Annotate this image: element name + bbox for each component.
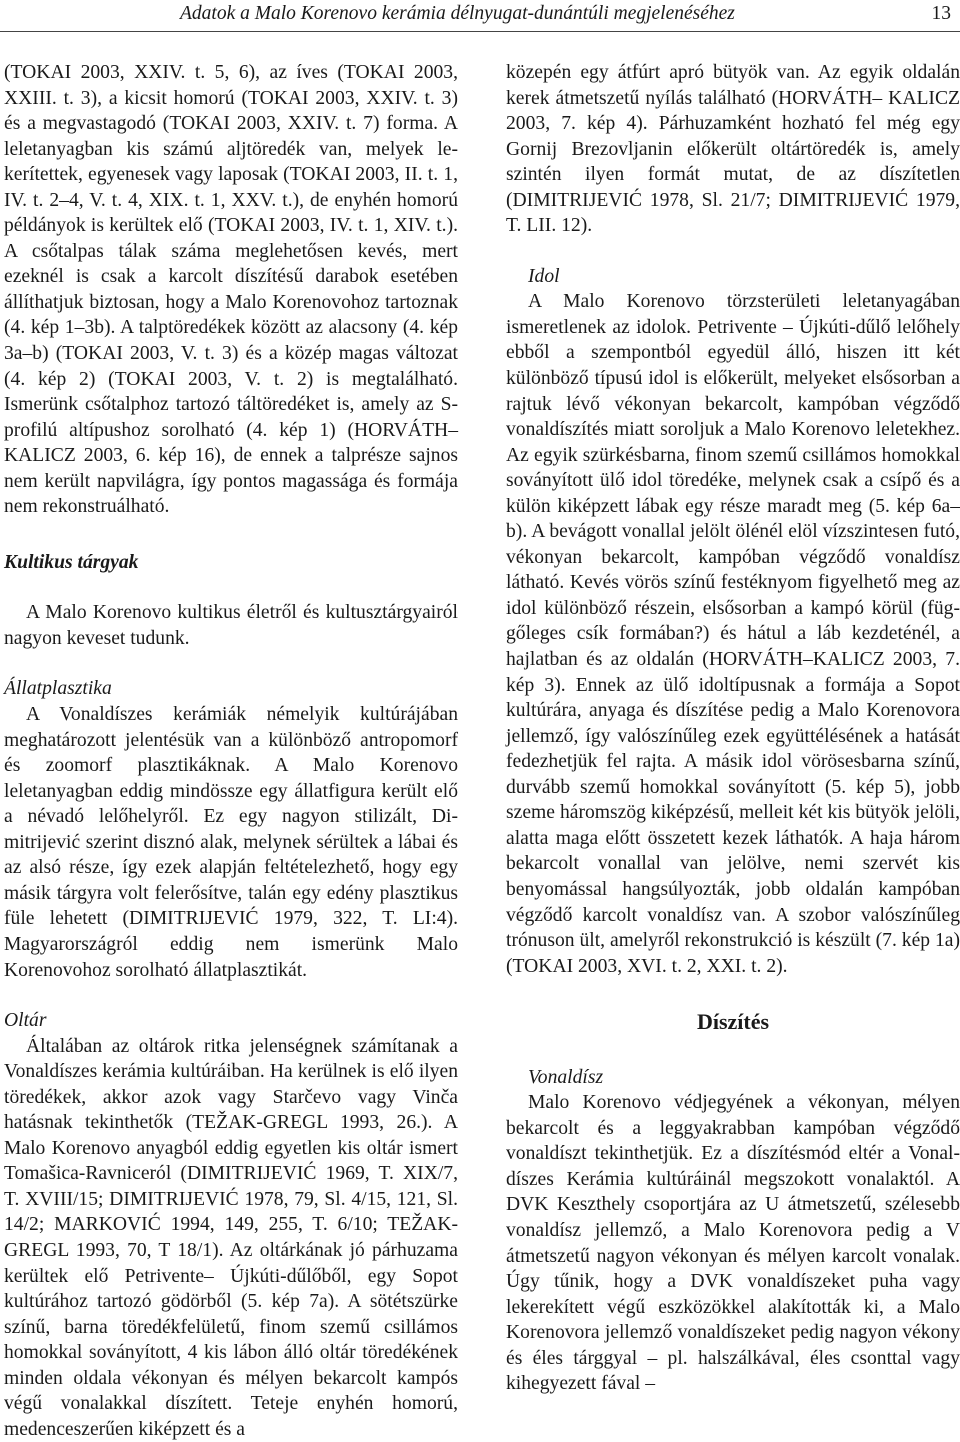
paragraph-oltar: Általában az oltárok ritka jelenségnek számítanak a Vonaldíszes kerámia kultúráiban. Ha kerülnek is elő ilyen töredékek, akkor azok vagy Starčevo vagy Vinča hatásnak tekinthetők (TEŽAK-GREGL 1993, 26.). A Malo Korenovo anyagból eddig egyetlen kis oltár ismert Tomašica-Ravniceról (DIMITRIJEVIĆ 1969, T. XIX/7, T. XVIII/15; DIMITRIJEVIĆ 1978, 79, Sl. 4/15, 121, Sl. 14/2; MARKOVIĆ 1994, 149, 255, T. 6/10; TEŽAK-GREGL 1993, 70, T 18/1). Az oltárkának jó párhuzama kerültek elő Petrivente– Újkúti-dűlőből, egy Sopot kultúrához tartozó gödörből (5. kép 7a). A sötétszürke színű, barna töredékfelületű, finom szemű csillámos homokkal soványított, 4 kis lábon álló oltár töredékének minden oldala vékonyan és mélyen bekarcolt kampós végű vonalakkal díszített. Teteje enyhén homorú, medenceszerűen kiképzett és a	[4, 1035, 458, 1440]
paragraph-kultikus: A Malo Korenovo kultikus életről és kultusztárgyairól nagyon keveset tudunk.	[4, 602, 458, 649]
running-title: Adatok a Malo Korenovo kerámia délnyugat-dunántúli megjelenéséhez	[180, 3, 735, 24]
section-heading-diszites: Díszítés	[696, 1009, 770, 1035]
subheading-idol: Idol	[528, 265, 560, 287]
subheading-oltar: Oltár	[4, 1010, 47, 1032]
header-rule	[0, 31, 960, 32]
subheading-vonaldisz: Vonaldísz	[528, 1066, 604, 1088]
left-column	[4, 60, 458, 1442]
paragraph-forms: (TOKAI 2003, XXIV. t. 5, 6), az íves (TOKAI 2003, XXIII. t. 3), a kicsit homorú (TOKAI 2003, XXIV. t. 3) és a megvastagodó (TOKAI 2003, XXIV. t. 7) forma. A leletanyagban kis számú aljtöredék van, melyek lekerítettek, egyenesek vagy laposak (TOKAI 2003, II. t. 1, IV. t. 2–4, V. t. 4, XIX. t. 1, XXV. t.), de enyhén homorú példányok is kerültek elő (TOKAI 2003, IV. t. 1, XIV. t.). A csőtalpas tálak száma meglehetősen kevés, mert ezeknél is csak a karcolt díszítésű darabok esetében állíthatjuk biztosan, hogy a Malo Korenovohoz tartoznak (4. kép 1–3b). A talptöredékek között az alacsony (4. kép 3a–b) (TOKAI 2003, V. t. 3) és a közép magas változat (4. kép 2) (TOKAI 2003, V. t. 2) is megtalálható. Ismerünk csőtalphoz tartozó táltöredéket is, amely az S-profilú altípushoz sorolható (4. kép 1) (HORVÁTH– KALICZ 2003, 6. kép 16), de ennek a talprésze sajnos nem került napvilágra, így pontos magassága és formája nem rekonstruálható.	[4, 62, 458, 518]
running-header	[0, 0, 960, 34]
right-column	[506, 60, 960, 1397]
section-heading-kultikus: Kultikus tárgyak	[4, 551, 139, 573]
page-number: 13	[931, 3, 951, 24]
subheading-allatplasztika: Állatplasztika	[4, 678, 112, 700]
paragraph-oltar-continued: közepén egy átfúrt apró bütyök van. Az egyik oldalán kerek átmetszetű nyílás található (HORVÁTH– KALICZ 2003, 7. kép 4). Párhuzamként hozható fel még egy Gornij Brezovljanin előkerült oltártöredék is, amely szintén ilyen formát mutat, de az díszítetlen (DIMITRIJEVIĆ 1978, Sl. 21/7; DIMITRIJEVIĆ 1979, T. LII. 12).	[506, 62, 960, 237]
paragraph-vonaldisz: Malo Korenovo védjegyének a vékonyan, mélyen bekarcolt és a leggyakrabban kampóban végződő vonaldíszt tekinthetjük. Ez a díszítésmód eltér a Vonaldíszes Kerámia kultúráinál megszokott vonalaktól. A DVK Keszthely csoportjára az U átmetszetű, szélesebb vonaldísz jellemző, a Malo Korenovora pedig a V átmetszetű nagyon vékonyan és mélyen karcolt vonalak. Úgy tűnik, hogy a DVK vonaldíszeket puha vagy lekerekített végű eszközökkel alakították ki, a Malo Korenovora jellemző vonaldíszeket pedig nagyon vékony és éles tárggyal – pl. halszálkával, éles csonttal vagy kihegyezett fával –	[506, 1092, 960, 1395]
paragraph-allatplasztika: A Vonaldíszes kerámiák némelyik kultúrájában meghatározott jelentésük van a különböző antropomorf és zoomorf plasztikáknak. A Malo Korenovo leletanyagban eddig mindössze egy állatfigura került elő a névadó lelőhelyről. Ez egy nagyon stilizált, Dimitrijević szerint disznó alak, melynek sérültek a lábai és az alsó része, így ezek alapján feltételezhető, hogy egy másik tárgyra volt felerősítve, talán egy edény plasztikus füle lehetett (DIMITRIJEVIĆ 1979, 322, T. LI:4). Magyarországról eddig nem ismerünk Malo Korenovohoz sorolható állatplasztikát.	[4, 704, 458, 981]
paragraph-idol: A Malo Korenovo törzsterületi leletanyagában ismeretlenek az idolok. Petrivente – Újkúti-dűlő lelőhely ebből a szempontból egyedül álló, hiszen itt két különböző típusú idol is előkerült, melyeket elsősorban a rajtuk lévő vékonyan bekarcolt, kampóban végződő vonaldíszítés miatt soroljuk a Malo Korenovo leletekhez. Az egyik szürkésbarna, finom szemű csillámos homokkal soványított ülő idol töredéke, melynek csak a csípő és a külön kiképzett lábak egy része maradt meg (5. kép 6a–b). A bevágott vonallal jelölt ölénél elöl vízszintesen futó, vékonyan bekarcolt, kampóban végződő vonaldísz látható. Kevés vörös színű festéknyom figyelhető meg az idol különböző részein, elsősorban a kampó körül (függőleges csík formában?) és hátul a láb kezdeténél, a hajlatban és az oldalán (HORVÁTH–KALICZ 2003, 7. kép 3). Ennek az ülő idoltípusnak a formája a Sopot kultúrára, anyaga és díszítése pedig a Malo Korenovora jellemző, így valószínűleg ezek együttélésének a hatását fedezhetjük fel rajta. A másik idol vörösesbarna színű, durvább szemű homokkal soványított (5. kép 5), jobb szeme háromszög kiképzésű, melleit két kis bütyök jelöli, alatta maga előtt összetett kezek láthatók. A haja három bekarcolt vonallal van jelölve, nemi szervét kis benyomással hangsúlyozták, jobb oldalán kampóban végződő karcolt vonaldísz van. A szobor valószínűleg trónuson ült, amelyről rekonstrukció is készült (7. kép 1a) (TOKAI 2003, XVI. t. 2, XXI. t. 2).	[506, 291, 960, 977]
